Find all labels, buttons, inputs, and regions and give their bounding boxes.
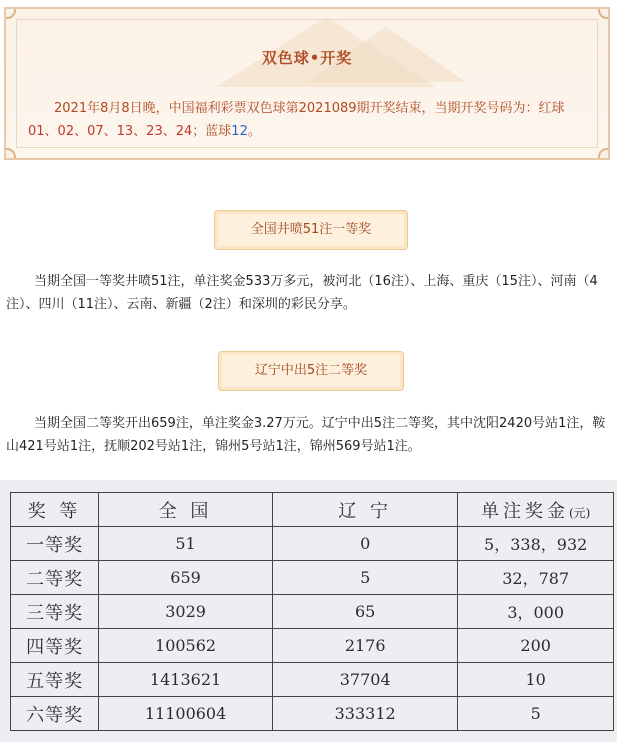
cell-liaoning: 0	[272, 527, 457, 561]
prize-table-photo	[0, 480, 617, 742]
draw-intro: 2021年8月8日晚，中国福利彩票双色球第2021089期开奖结束，当期开奖号码为：	[54, 101, 539, 116]
cell-amount: 5，338，932	[458, 527, 614, 561]
cell-national: 1413621	[99, 663, 273, 697]
cell-amount: 200	[458, 629, 614, 663]
table-row	[11, 697, 614, 731]
cell-level: 二等奖	[11, 561, 99, 595]
cell-amount: 10	[458, 663, 614, 697]
corner-ornament-icon	[4, 7, 16, 19]
header-liaoning: 辽 宁	[272, 493, 457, 527]
cell-amount: 5	[458, 697, 614, 731]
cell-level: 五等奖	[11, 663, 99, 697]
header-level: 奖 等	[11, 493, 99, 527]
cell-level: 六等奖	[11, 697, 99, 731]
first-prize-badge: 全国井喷51注一等奖	[214, 210, 408, 250]
table-row	[11, 561, 614, 595]
cell-national: 659	[99, 561, 273, 595]
card-title: 双色球•开奖	[261, 49, 353, 67]
red-ball-numbers: 01、02、07、13、23、24	[28, 124, 193, 139]
prize-table	[10, 492, 614, 731]
second-prize-badge: 辽宁中出5注二等奖	[218, 351, 404, 391]
table-header-row	[11, 493, 614, 527]
period-mark: 。	[247, 124, 261, 139]
cell-level: 三等奖	[11, 595, 99, 629]
second-prize-paragraph: 当期全国二等奖开出659注，单注奖金3.27万元。辽宁中出5注二等奖，其中沈阳2420号站1注，鞍山421号站1注，抚顺202号站1注，锦州5号站1注，锦州569号站1注。	[6, 416, 606, 454]
cell-liaoning: 2176	[272, 629, 457, 663]
cell-level: 四等奖	[11, 629, 99, 663]
table-row	[11, 527, 614, 561]
draw-summary	[28, 97, 592, 143]
corner-ornament-icon	[598, 7, 610, 19]
cell-liaoning: 333312	[272, 697, 457, 731]
table-row	[11, 629, 614, 663]
header-prize-amount	[458, 493, 614, 527]
red-ball-label: 红球	[538, 101, 565, 116]
cell-national: 51	[99, 527, 273, 561]
header-unit: (元)	[569, 505, 591, 520]
cell-liaoning: 5	[272, 561, 457, 595]
blue-ball-number: 12	[231, 124, 248, 139]
table-row	[11, 595, 614, 629]
blue-ball-label: 蓝球	[205, 124, 232, 139]
header-prize-amount-label: 单注奖金	[481, 500, 569, 522]
first-prize-paragraph: 当期全国一等奖井喷51注，单注奖金533万多元，被河北（16注）、上海、重庆（15注）、河南（4注）、四川（11注）、云南、新疆（2注）和深圳的彩民分享。	[6, 274, 598, 312]
cell-level: 一等奖	[11, 527, 99, 561]
cell-national: 11100604	[99, 697, 273, 731]
corner-ornament-icon	[4, 148, 16, 160]
cell-national: 100562	[99, 629, 273, 663]
cell-amount: 3，000	[458, 595, 614, 629]
separator: ；	[192, 124, 206, 139]
cell-national: 3029	[99, 595, 273, 629]
corner-ornament-icon	[598, 148, 610, 160]
draw-result-card	[4, 7, 610, 160]
cell-liaoning: 37704	[272, 663, 457, 697]
cell-amount: 32，787	[458, 561, 614, 595]
table-row	[11, 663, 614, 697]
header-national: 全 国	[99, 493, 273, 527]
cell-liaoning: 65	[272, 595, 457, 629]
